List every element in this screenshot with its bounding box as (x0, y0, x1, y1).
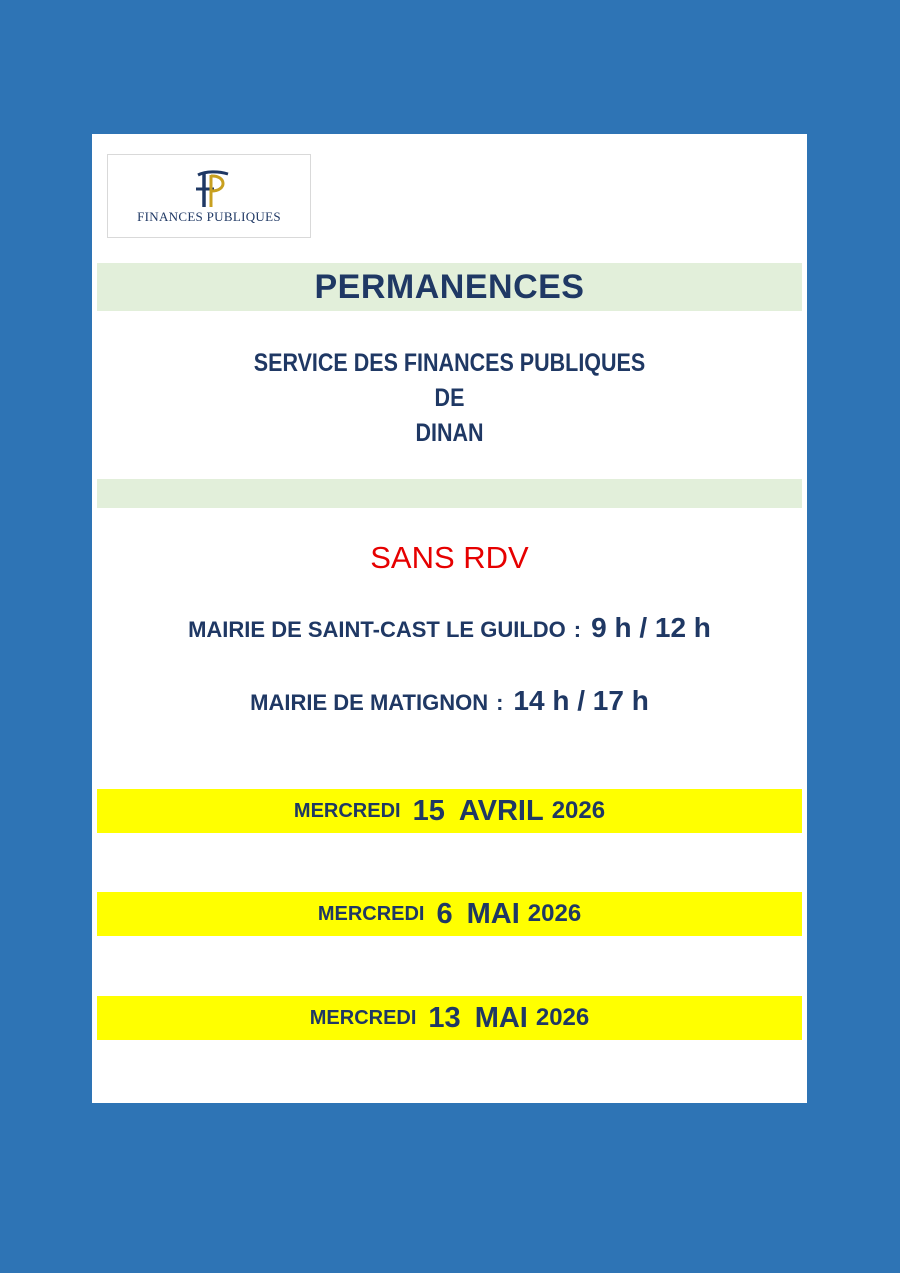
location-line (92, 612, 807, 644)
green-divider (97, 479, 802, 508)
service-heading (142, 346, 757, 451)
service-line-3: DINAN (415, 419, 484, 447)
date-banner (97, 996, 802, 1040)
date-banner (97, 892, 802, 936)
fp-monogram-icon (184, 169, 236, 209)
date-banner (97, 789, 802, 833)
location-hours: 9 h / 12 h (591, 612, 711, 643)
date-day: 6 (436, 897, 453, 930)
date-weekday: MERCREDI (317, 902, 425, 925)
service-line-2: DE (434, 384, 465, 412)
no-appointment-notice: SANS RDV (370, 540, 529, 575)
service-line-1: SERVICE DES FINANCES PUBLIQUES (253, 349, 646, 377)
date-day: 13 (428, 1001, 461, 1034)
location-separator: : (573, 617, 582, 642)
location-name: MAIRIE DE MATIGNON (250, 690, 489, 715)
location-name: MAIRIE DE SAINT-CAST LE GUILDO (188, 617, 566, 642)
location-separator: : (496, 690, 504, 715)
date-month: AVRIL (458, 794, 544, 827)
date-year: 2026 (527, 900, 582, 927)
date-weekday: MERCREDI (293, 799, 401, 822)
date-day: 15 (412, 794, 445, 827)
date-year: 2026 (535, 1004, 590, 1031)
poster-sheet (92, 134, 807, 1103)
location-line (92, 685, 807, 717)
logo-label: FINANCES PUBLIQUES (137, 209, 281, 224)
page-title: PERMANENCES (97, 263, 802, 311)
date-weekday: MERCREDI (309, 1006, 417, 1029)
location-hours: 14 h / 17 h (513, 685, 649, 716)
date-month: MAI (474, 1001, 528, 1034)
date-year: 2026 (551, 797, 606, 824)
finances-publiques-logo (107, 154, 311, 238)
date-month: MAI (466, 897, 520, 930)
